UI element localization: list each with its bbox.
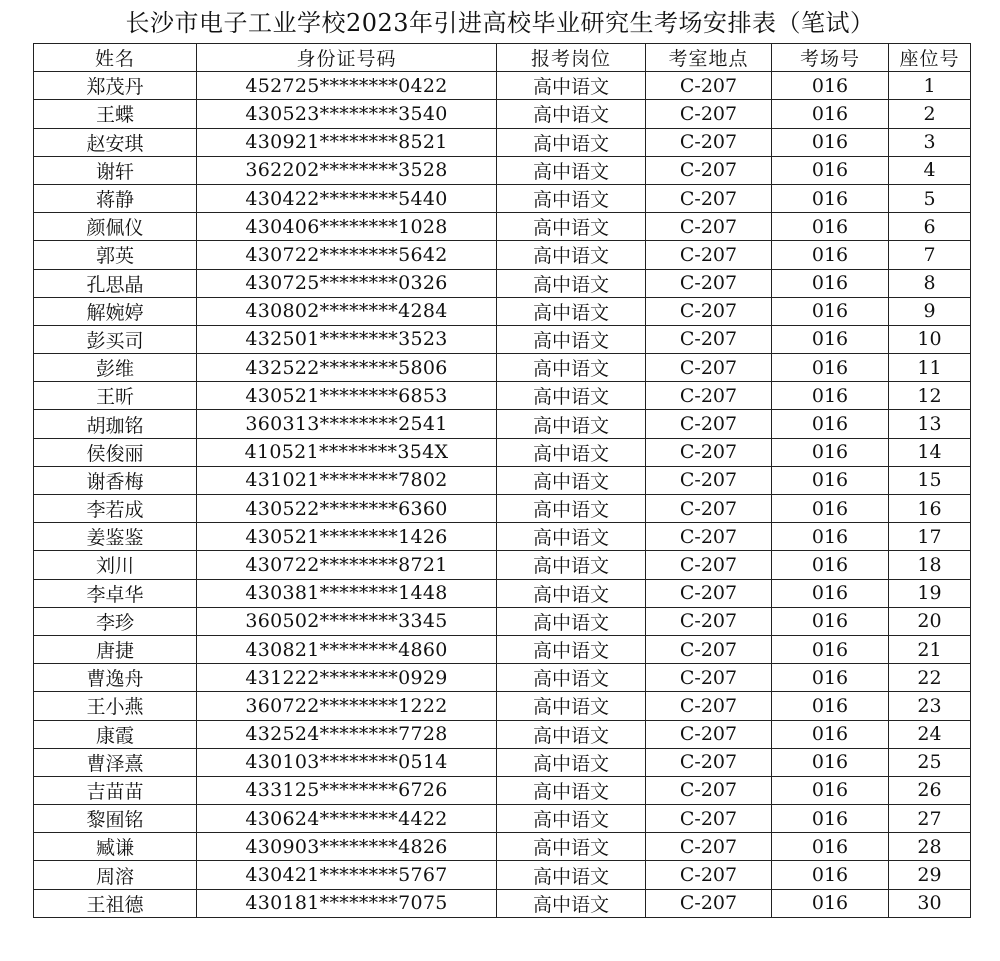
- cell-post: 高中语文: [497, 100, 646, 128]
- cell-id-number: 430522********6360: [197, 495, 497, 523]
- cell-hall-number: 016: [772, 354, 889, 382]
- cell-seat-number: 6: [889, 213, 971, 241]
- cell-post: 高中语文: [497, 156, 646, 184]
- cell-post: 高中语文: [497, 438, 646, 466]
- cell-hall-number: 016: [772, 664, 889, 692]
- table-row: [34, 100, 971, 128]
- cell-id-number: 360313********2541: [197, 410, 497, 438]
- cell-name: 解婉婷: [34, 297, 197, 325]
- cell-post: 高中语文: [497, 523, 646, 551]
- cell-seat-number: 7: [889, 241, 971, 269]
- cell-id-number: 430722********5642: [197, 241, 497, 269]
- cell-post: 高中语文: [497, 664, 646, 692]
- cell-id-number: 430921********8521: [197, 128, 497, 156]
- cell-name: 谢轩: [34, 156, 197, 184]
- cell-room: C-207: [646, 607, 772, 635]
- cell-seat-number: 4: [889, 156, 971, 184]
- cell-name: 周溶: [34, 861, 197, 889]
- table-row: [34, 720, 971, 748]
- cell-room: C-207: [646, 495, 772, 523]
- cell-room: C-207: [646, 748, 772, 776]
- cell-hall-number: 016: [772, 833, 889, 861]
- column-header-name: 姓名: [34, 44, 197, 72]
- cell-hall-number: 016: [772, 325, 889, 353]
- table-row: [34, 156, 971, 184]
- cell-name: 曹逸舟: [34, 664, 197, 692]
- cell-post: 高中语文: [497, 692, 646, 720]
- cell-name: 曹泽熹: [34, 748, 197, 776]
- cell-seat-number: 11: [889, 354, 971, 382]
- cell-seat-number: 5: [889, 184, 971, 212]
- table-row: [34, 410, 971, 438]
- table-row: [34, 495, 971, 523]
- cell-seat-number: 26: [889, 776, 971, 804]
- cell-name: 郭英: [34, 241, 197, 269]
- table-row: [34, 692, 971, 720]
- header-row: [34, 44, 971, 72]
- cell-hall-number: 016: [772, 297, 889, 325]
- cell-name: 蒋静: [34, 184, 197, 212]
- cell-seat-number: 17: [889, 523, 971, 551]
- cell-name: 李珍: [34, 607, 197, 635]
- cell-room: C-207: [646, 466, 772, 494]
- cell-hall-number: 016: [772, 776, 889, 804]
- cell-id-number: 360722********1222: [197, 692, 497, 720]
- cell-hall-number: 016: [772, 861, 889, 889]
- cell-seat-number: 24: [889, 720, 971, 748]
- cell-id-number: 430624********4422: [197, 805, 497, 833]
- cell-id-number: 430103********0514: [197, 748, 497, 776]
- cell-seat-number: 8: [889, 269, 971, 297]
- cell-seat-number: 14: [889, 438, 971, 466]
- cell-name: 李卓华: [34, 579, 197, 607]
- table-row: [34, 354, 971, 382]
- cell-post: 高中语文: [497, 269, 646, 297]
- cell-seat-number: 25: [889, 748, 971, 776]
- cell-name: 王小燕: [34, 692, 197, 720]
- cell-name: 侯俊丽: [34, 438, 197, 466]
- cell-post: 高中语文: [497, 720, 646, 748]
- cell-name: 李若成: [34, 495, 197, 523]
- cell-hall-number: 016: [772, 184, 889, 212]
- column-header-id: 身份证号码: [197, 44, 497, 72]
- cell-post: 高中语文: [497, 635, 646, 663]
- column-header-hall: 考场号: [772, 44, 889, 72]
- cell-seat-number: 16: [889, 495, 971, 523]
- cell-room: C-207: [646, 664, 772, 692]
- column-header-post: 报考岗位: [497, 44, 646, 72]
- cell-name: 郑茂丹: [34, 72, 197, 100]
- cell-hall-number: 016: [772, 495, 889, 523]
- cell-name: 胡珈铭: [34, 410, 197, 438]
- column-header-room: 考室地点: [646, 44, 772, 72]
- cell-id-number: 430181********7075: [197, 889, 497, 917]
- cell-room: C-207: [646, 269, 772, 297]
- cell-post: 高中语文: [497, 213, 646, 241]
- cell-post: 高中语文: [497, 889, 646, 917]
- table-row: [34, 128, 971, 156]
- cell-name: 彭维: [34, 354, 197, 382]
- cell-hall-number: 016: [772, 466, 889, 494]
- cell-room: C-207: [646, 410, 772, 438]
- cell-name: 刘川: [34, 551, 197, 579]
- cell-post: 高中语文: [497, 184, 646, 212]
- cell-id-number: 432501********3523: [197, 325, 497, 353]
- cell-hall-number: 016: [772, 805, 889, 833]
- cell-seat-number: 21: [889, 635, 971, 663]
- table-row: [34, 382, 971, 410]
- cell-id-number: 430722********8721: [197, 551, 497, 579]
- cell-id-number: 430521********1426: [197, 523, 497, 551]
- cell-id-number: 433125********6726: [197, 776, 497, 804]
- document-title: 长沙市电子工业学校2023年引进高校毕业研究生考场安排表（笔试）: [125, 9, 875, 37]
- cell-name: 臧谦: [34, 833, 197, 861]
- cell-post: 高中语文: [497, 354, 646, 382]
- table-row: [34, 607, 971, 635]
- cell-hall-number: 016: [772, 889, 889, 917]
- cell-post: 高中语文: [497, 72, 646, 100]
- cell-post: 高中语文: [497, 861, 646, 889]
- cell-post: 高中语文: [497, 466, 646, 494]
- cell-room: C-207: [646, 156, 772, 184]
- cell-name: 赵安琪: [34, 128, 197, 156]
- table-row: [34, 635, 971, 663]
- cell-id-number: 360502********3345: [197, 607, 497, 635]
- cell-room: C-207: [646, 805, 772, 833]
- cell-name: 吉苗苗: [34, 776, 197, 804]
- cell-post: 高中语文: [497, 410, 646, 438]
- cell-name: 王蝶: [34, 100, 197, 128]
- cell-room: C-207: [646, 297, 772, 325]
- cell-post: 高中语文: [497, 551, 646, 579]
- cell-room: C-207: [646, 776, 772, 804]
- cell-id-number: 432524********7728: [197, 720, 497, 748]
- cell-hall-number: 016: [772, 72, 889, 100]
- table-row: [34, 241, 971, 269]
- cell-post: 高中语文: [497, 325, 646, 353]
- table-row: [34, 184, 971, 212]
- cell-id-number: 432522********5806: [197, 354, 497, 382]
- cell-id-number: 452725********0422: [197, 72, 497, 100]
- cell-hall-number: 016: [772, 607, 889, 635]
- cell-post: 高中语文: [497, 579, 646, 607]
- cell-name: 姜鉴鉴: [34, 523, 197, 551]
- cell-seat-number: 10: [889, 325, 971, 353]
- cell-id-number: 430725********0326: [197, 269, 497, 297]
- cell-seat-number: 19: [889, 579, 971, 607]
- cell-hall-number: 016: [772, 692, 889, 720]
- cell-seat-number: 27: [889, 805, 971, 833]
- cell-hall-number: 016: [772, 128, 889, 156]
- table-row: [34, 805, 971, 833]
- cell-seat-number: 12: [889, 382, 971, 410]
- cell-id-number: 430903********4826: [197, 833, 497, 861]
- cell-id-number: 430381********1448: [197, 579, 497, 607]
- cell-name: 谢香梅: [34, 466, 197, 494]
- cell-room: C-207: [646, 128, 772, 156]
- cell-room: C-207: [646, 72, 772, 100]
- cell-seat-number: 15: [889, 466, 971, 494]
- cell-hall-number: 016: [772, 269, 889, 297]
- cell-name: 王昕: [34, 382, 197, 410]
- cell-seat-number: 13: [889, 410, 971, 438]
- column-header-seat: 座位号: [889, 44, 971, 72]
- table-row: [34, 438, 971, 466]
- cell-room: C-207: [646, 692, 772, 720]
- cell-room: C-207: [646, 325, 772, 353]
- cell-id-number: 430421********5767: [197, 861, 497, 889]
- cell-room: C-207: [646, 382, 772, 410]
- cell-id-number: 431222********0929: [197, 664, 497, 692]
- table-body: [34, 72, 971, 918]
- cell-name: 黎囿铭: [34, 805, 197, 833]
- cell-post: 高中语文: [497, 128, 646, 156]
- cell-seat-number: 3: [889, 128, 971, 156]
- cell-seat-number: 1: [889, 72, 971, 100]
- table-row: [34, 833, 971, 861]
- cell-id-number: 362202********3528: [197, 156, 497, 184]
- cell-name: 彭买司: [34, 325, 197, 353]
- cell-seat-number: 30: [889, 889, 971, 917]
- cell-seat-number: 2: [889, 100, 971, 128]
- cell-hall-number: 016: [772, 382, 889, 410]
- cell-id-number: 431021********7802: [197, 466, 497, 494]
- cell-post: 高中语文: [497, 495, 646, 523]
- cell-room: C-207: [646, 551, 772, 579]
- table-row: [34, 325, 971, 353]
- cell-id-number: 430523********3540: [197, 100, 497, 128]
- cell-hall-number: 016: [772, 551, 889, 579]
- table-row: [34, 72, 971, 100]
- cell-room: C-207: [646, 241, 772, 269]
- cell-post: 高中语文: [497, 297, 646, 325]
- table-row: [34, 889, 971, 917]
- table-row: [34, 579, 971, 607]
- exam-arrangement-table: [33, 43, 971, 918]
- cell-room: C-207: [646, 213, 772, 241]
- cell-hall-number: 016: [772, 748, 889, 776]
- cell-post: 高中语文: [497, 607, 646, 635]
- cell-room: C-207: [646, 579, 772, 607]
- cell-name: 唐捷: [34, 635, 197, 663]
- cell-hall-number: 016: [772, 100, 889, 128]
- cell-seat-number: 9: [889, 297, 971, 325]
- cell-post: 高中语文: [497, 382, 646, 410]
- cell-post: 高中语文: [497, 833, 646, 861]
- table-row: [34, 664, 971, 692]
- table-row: [34, 213, 971, 241]
- table-header: [34, 44, 971, 72]
- cell-id-number: 430802********4284: [197, 297, 497, 325]
- cell-id-number: 430821********4860: [197, 635, 497, 663]
- cell-post: 高中语文: [497, 241, 646, 269]
- cell-post: 高中语文: [497, 748, 646, 776]
- cell-room: C-207: [646, 184, 772, 212]
- cell-name: 王祖德: [34, 889, 197, 917]
- cell-seat-number: 29: [889, 861, 971, 889]
- cell-room: C-207: [646, 438, 772, 466]
- cell-hall-number: 016: [772, 410, 889, 438]
- cell-hall-number: 016: [772, 635, 889, 663]
- cell-hall-number: 016: [772, 213, 889, 241]
- cell-seat-number: 28: [889, 833, 971, 861]
- cell-room: C-207: [646, 833, 772, 861]
- cell-id-number: 410521********354X: [197, 438, 497, 466]
- cell-hall-number: 016: [772, 523, 889, 551]
- cell-id-number: 430406********1028: [197, 213, 497, 241]
- table-row: [34, 776, 971, 804]
- cell-room: C-207: [646, 523, 772, 551]
- cell-hall-number: 016: [772, 720, 889, 748]
- cell-hall-number: 016: [772, 241, 889, 269]
- cell-name: 康霞: [34, 720, 197, 748]
- table-row: [34, 861, 971, 889]
- cell-hall-number: 016: [772, 579, 889, 607]
- table-row: [34, 523, 971, 551]
- table-row: [34, 748, 971, 776]
- cell-room: C-207: [646, 889, 772, 917]
- cell-room: C-207: [646, 861, 772, 889]
- cell-seat-number: 18: [889, 551, 971, 579]
- cell-hall-number: 016: [772, 156, 889, 184]
- cell-name: 颜佩仪: [34, 213, 197, 241]
- table-row: [34, 297, 971, 325]
- cell-room: C-207: [646, 635, 772, 663]
- cell-post: 高中语文: [497, 776, 646, 804]
- cell-seat-number: 20: [889, 607, 971, 635]
- cell-seat-number: 22: [889, 664, 971, 692]
- cell-id-number: 430422********5440: [197, 184, 497, 212]
- cell-seat-number: 23: [889, 692, 971, 720]
- cell-room: C-207: [646, 720, 772, 748]
- cell-hall-number: 016: [772, 438, 889, 466]
- table-row: [34, 551, 971, 579]
- table-row: [34, 466, 971, 494]
- cell-room: C-207: [646, 354, 772, 382]
- cell-name: 孔思晶: [34, 269, 197, 297]
- cell-post: 高中语文: [497, 805, 646, 833]
- table-row: [34, 269, 971, 297]
- cell-id-number: 430521********6853: [197, 382, 497, 410]
- cell-room: C-207: [646, 100, 772, 128]
